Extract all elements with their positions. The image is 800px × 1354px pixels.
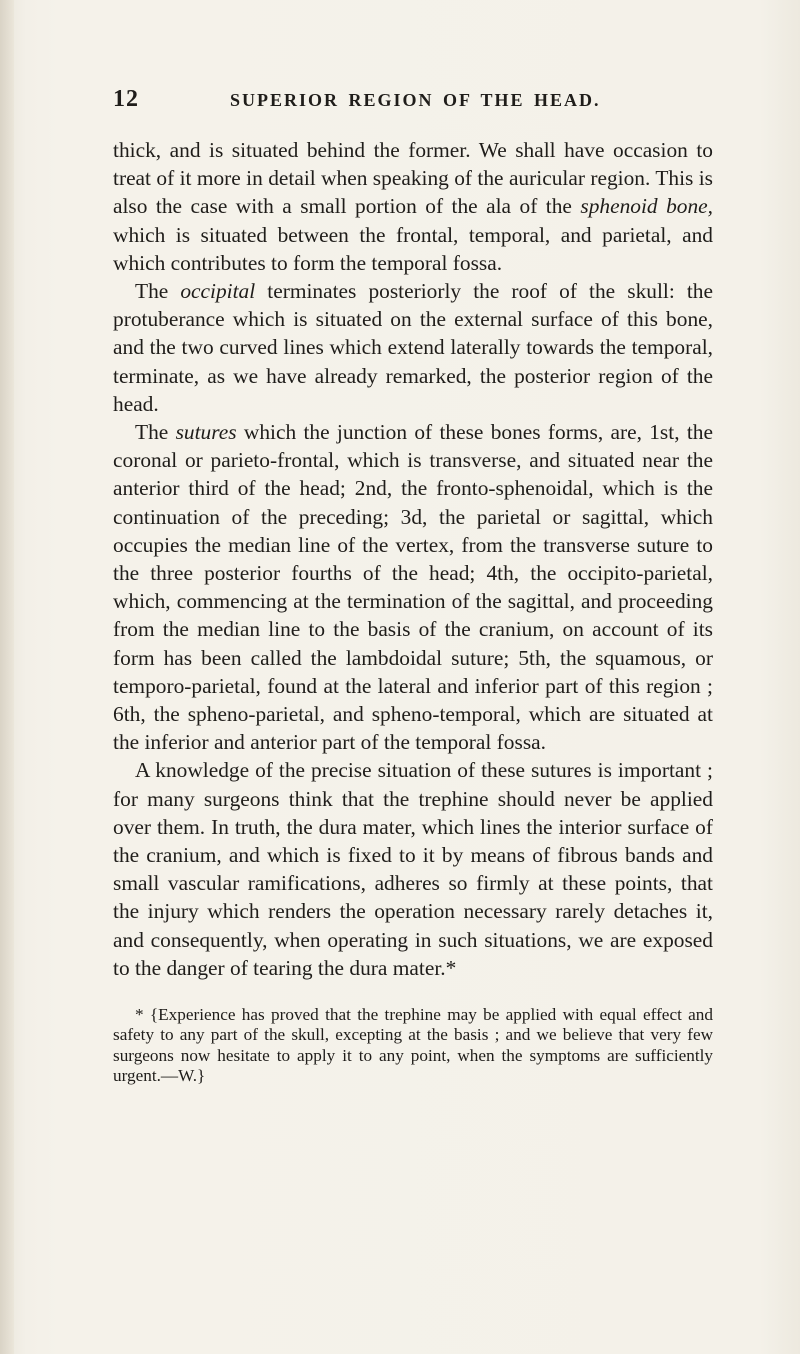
paragraph-3 xyxy=(113,418,713,756)
page-number: 12 xyxy=(113,86,139,112)
paragraph-1 xyxy=(113,136,713,277)
paragraph-4: A knowledge of the precise situation of these sutures is important ; for many surgeons think that the trephine should never be applied over them. In truth, the dura mater, which lines the interior surface of the cranium, and which is fixed to it by means of fibrous bands and small vascular ramifications, adheres so firmly at these points, that the injury which renders the operation necessary rarely detaches it, and consequently, when operating in such situations, we are exposed to the danger of tearing the dura mater.* xyxy=(113,758,713,980)
term-sutures: sutures xyxy=(175,420,237,445)
footnote xyxy=(113,1005,713,1086)
body-text xyxy=(113,136,713,982)
paragraph-2-text-b: terminates posteriorly the roof of the skull: the protuberance which is situated on the external surface of this bone, and the two curved lines which extend laterally towards the temporal, terminate, as we have already remarked, the posterior region of the head. xyxy=(113,279,713,416)
binding-edge xyxy=(0,0,14,1354)
paragraph-1-text-b: which is situated between the frontal, temporal, and parietal, and which contributes to form the temporal fossa. xyxy=(113,222,713,275)
paragraph-3-text-a: The xyxy=(135,420,176,445)
term-occipital: occipital xyxy=(180,279,256,304)
running-title: SUPERIOR REGION OF THE HEAD. xyxy=(230,90,601,110)
page-header xyxy=(113,86,713,116)
paragraph-1-text-a: thick, and is situated behind the former. We shall have occasion to treat of it more in detail when speaking of the auricular region. This is also the case with a small portion of the ala of the xyxy=(113,138,713,219)
footnote-text: * {Experience has proved that the trephine may be applied with equal effect and safety to any part of the skull, excepting at the basis ; and we believe that very few surgeons now hesitate to apply it to any point, when the symptoms are sufficiently urgent.—W.} xyxy=(113,1005,713,1085)
paragraph-2-text-a: The xyxy=(135,279,181,304)
paragraph-3-text-b: which the junction of these bones forms, are, 1st, the coronal or parieto-frontal, which is transverse, and situated near the anterior third of the head; 2nd, the fronto-sphenoidal, which is the continuation of the preceding; 3d, the parietal or sagittal, which occupies the median line of the vertex, from the transverse suture to the three posterior fourths of the head; 4th, the occipito-parietal, which, commencing at the termination of the sagittal, and proceeding from the median line to the basis of the cranium, on account of its form has been called the lambdoidal suture; 5th, the squamous, or temporo-parietal, found at the lateral and inferior part of this region ; 6th, the spheno-parietal, and spheno-temporal, which are situated at the inferior and anterior part of the temporal fossa. xyxy=(113,420,713,755)
term-sphenoid-bone: sphenoid bone, xyxy=(580,194,713,219)
paragraph-2 xyxy=(113,277,713,418)
